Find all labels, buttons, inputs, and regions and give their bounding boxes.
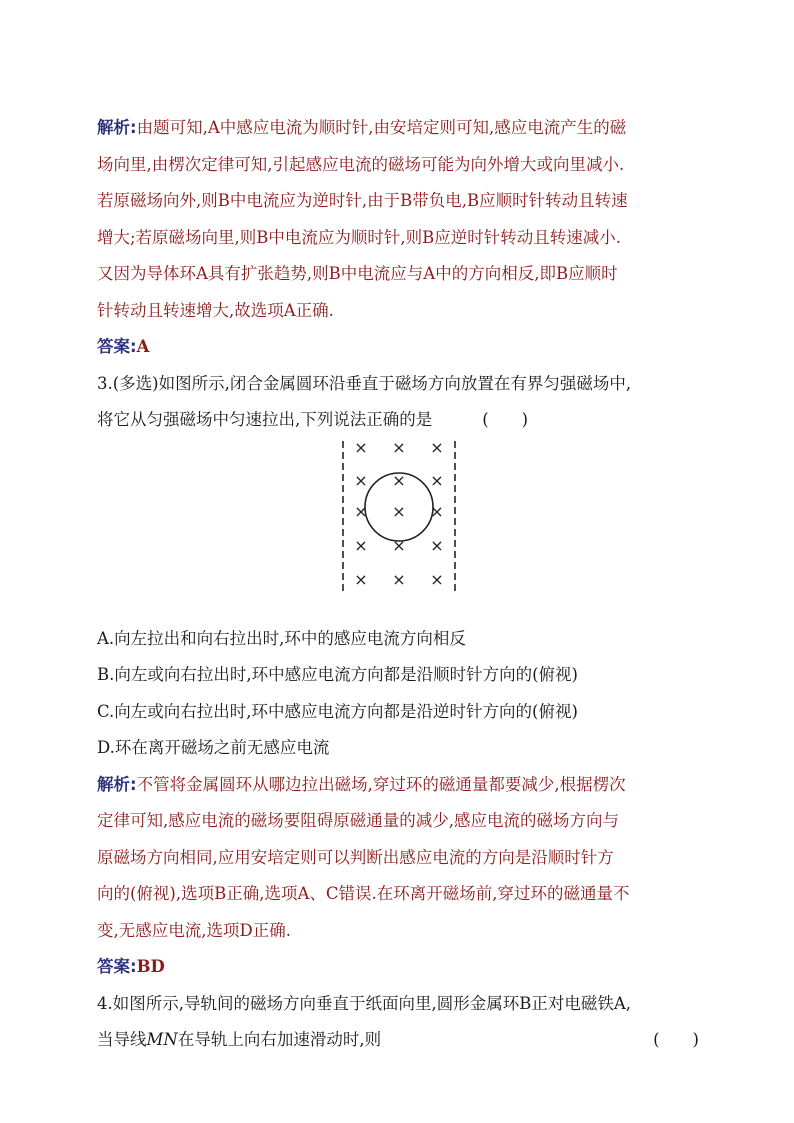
- answer-value: A: [136, 337, 150, 356]
- cross-mark: ×: [430, 470, 444, 490]
- analysis-1-line-5: 又因为导体环A具有扩张趋势,则B中电流应与A中的方向相反,即B应顺时: [97, 264, 618, 283]
- cross-mark: ×: [392, 569, 406, 589]
- wire-mn-label: MN: [146, 1030, 178, 1049]
- cross-mark: ×: [354, 470, 368, 490]
- answer-label: 答案:: [97, 957, 137, 976]
- analysis-1-line-1: [97, 110, 699, 147]
- field-crosses: [354, 441, 443, 589]
- question-3-text: 将它从匀强磁场中匀速拉出,下列说法正确的是: [97, 410, 433, 429]
- answer-value: BD: [136, 957, 165, 976]
- question-4-line-1: 4.如图所示,导轨间的磁场方向垂直于纸面向里,圆形金属环B正对电磁铁A,: [97, 993, 632, 1013]
- analysis-1-line-3: 若原磁场向外,则B中电流应为逆时针,由于B带负电,B应顺时针转动且转速: [97, 191, 628, 210]
- analysis-text: 由题可知,A中感应电流为顺时针,由安培定则可知,感应电流产生的磁: [136, 118, 627, 137]
- analysis-1-line-6: 针转动且转速增大,故选项A正确.: [97, 300, 334, 320]
- answer-label: 答案:: [97, 337, 137, 356]
- analysis-1-line-2: 场向里,由楞次定律可知,引起感应电流的磁场可能为向外增大或向里减小.: [97, 154, 625, 174]
- question-4-text-a: 当导线: [97, 1030, 147, 1049]
- cross-mark: ×: [354, 569, 368, 589]
- option-d: D.环在离开磁场之前无感应电流: [97, 738, 330, 757]
- cross-mark: ×: [392, 535, 406, 555]
- document-page: [97, 110, 699, 1059]
- magnetic-field-figure: [97, 439, 699, 621]
- question-3-line-1: 3.(多选)如图所示,闭合金属圆环沿垂直于磁场方向放置在有界匀强磁场中,: [97, 373, 632, 393]
- analysis-label: 解析:: [97, 774, 137, 794]
- cross-mark: ×: [354, 501, 368, 521]
- question-3-line-2: [97, 402, 699, 439]
- cross-mark: ×: [392, 440, 406, 457]
- analysis-3-line-3: 原磁场方向相同,应用安培定则可以判断出感应电流的方向是沿顺时针方: [97, 847, 614, 867]
- question-4-text: [97, 1022, 381, 1059]
- question-4-line-2: [97, 1022, 699, 1059]
- cross-mark: ×: [354, 535, 368, 555]
- answer-3: [97, 949, 699, 986]
- analysis-3-line-2: 定律可知,感应电流的磁场要阻碍原磁通量的减少,感应电流的磁场方向与: [97, 811, 619, 830]
- cross-mark: ×: [430, 501, 444, 521]
- option-c: C.向左或向右拉出时,环中感应电流方向都是沿逆时针方向的(俯视): [97, 701, 578, 721]
- analysis-label: 解析:: [97, 118, 137, 137]
- cross-mark: ×: [392, 470, 406, 490]
- analysis-text: 不管将金属圆环从哪边拉出磁场,穿过环的磁通量都要减少,根据楞次: [136, 774, 626, 794]
- question-4-text-b: 在导轨上向右加速滑动时,则: [177, 1030, 382, 1049]
- analysis-1-line-4: 增大;若原磁场向里,则B中电流应为顺时针,则B应逆时针转动且转速减小.: [97, 227, 622, 247]
- cross-mark: ×: [430, 569, 444, 589]
- answer-blank: ( ): [482, 410, 529, 429]
- option-a: A.向左拉出和向右拉出时,环中的感应电流方向相反: [97, 628, 466, 648]
- cross-mark: ×: [430, 535, 444, 555]
- option-b: B.向左或向右拉出时,环中感应电流方向都是沿顺时针方向的(俯视): [97, 665, 578, 684]
- answer-1: [97, 329, 699, 366]
- field-diagram: [341, 441, 457, 591]
- cross-mark: ×: [430, 440, 444, 457]
- analysis-3-line-4: 向的(俯视),选项B正确,选项A、C错误.在环离开磁场前,穿过环的磁通量不: [97, 884, 630, 903]
- analysis-3-line-5: 变,无感应电流,选项D正确.: [97, 920, 291, 940]
- answer-blank: ( ): [653, 1030, 699, 1049]
- analysis-3-line-1: [97, 767, 699, 804]
- cross-mark: ×: [354, 440, 368, 457]
- cross-mark: ×: [392, 501, 406, 521]
